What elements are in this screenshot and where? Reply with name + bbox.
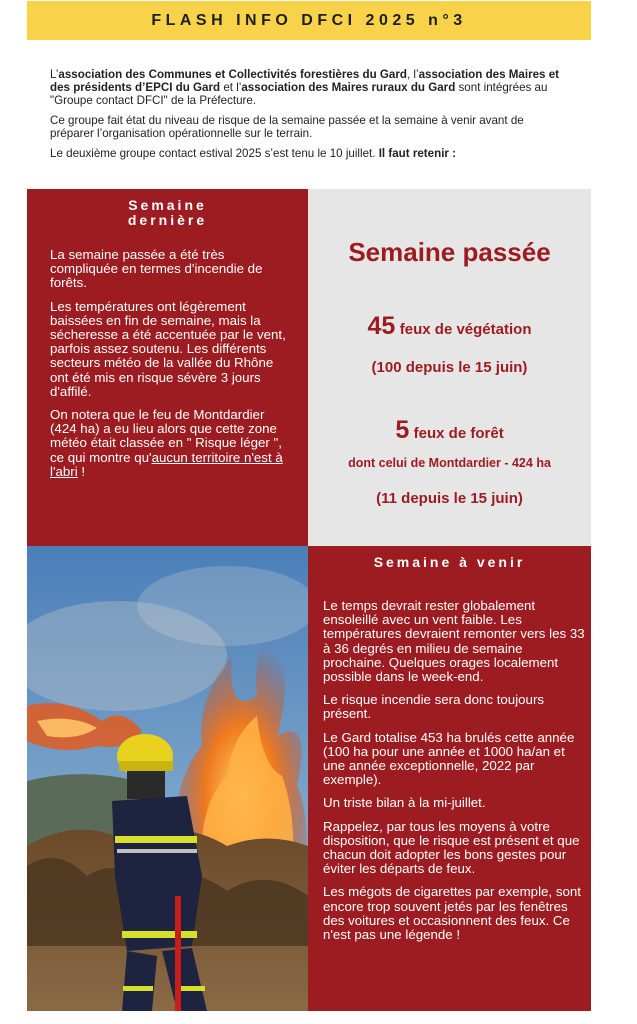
last-week-panel [27,189,308,546]
intro-text: et l’ [220,81,242,94]
last-week-title [27,198,308,228]
last-week-paragraph: La semaine passée a été très compliquée en termes d'incendie de forêts. [50,247,263,291]
no-territory-safe-text: aucun territoire n'est à l'abri [50,449,283,479]
stats-panel [308,189,591,546]
intro-paragraph-3 [50,147,570,160]
next-week-paragraph: Les mégots de cigarettes par exemple, sont encore trop souvent jetés par les fenêtres des voitures et occasionnent des feux. Ce n'est pas une légende ! [323,884,581,943]
next-week-panel [308,546,591,1011]
last-week-paragraph: Les températures ont légèrement baissées en fin de semaine, mais la sécheresse a été accentuée par le vent, parfois assez soutenu. Les différents secteurs météo de la vallée du Rhône ont été mis en risque sévère 3 jours d'affilé. [50,298,286,399]
last-week-paragraph [50,408,290,479]
last-week-title-line2: dernière [127,212,208,228]
header-banner [27,1,591,40]
last-week-title-line1: Semaine [128,197,207,213]
next-week-paragraph: Le temps devrait rester globalement ensoleillé avec un vent faible. Les températures devraient remonter vers les 33 à 36 degrés en milieu de semaine prochaine. Quelques orages localement possible dans le week-end. [323,598,585,685]
intro-org-3: association des Maires ruraux du Gard [241,81,456,94]
last-week-body [50,248,290,488]
banner-title: FLASH INFO DFCI 2025 n°3 [151,11,467,29]
intro-paragraph-2: Ce groupe fait état du niveau de risque de la semaine passée et la semaine à venir avant de préparer l’organisation opérationnelle sur le terrain. [50,114,524,140]
forest-fires-label: feux de forêt [413,425,504,442]
next-week-body [323,599,585,951]
next-week-paragraph: Le risque incendie sera donc toujours présent. [323,692,545,722]
vegetation-fires-count: 45 [367,312,396,340]
forest-fires-since: (11 depuis le 15 juin) [376,490,523,507]
forest-fires-detail: dont celui de Montdardier - 424 ha [348,456,551,470]
stats-title: Semaine passée [348,237,551,267]
vegetation-fires-line [308,312,591,341]
next-week-title: Semaine à venir [373,554,526,570]
next-week-paragraph: Un triste bilan à la mi-juillet. [323,795,486,811]
last-week-text: ! [77,463,86,479]
intro-emphasis: Il faut retenir : [375,147,457,160]
intro-text: , l’ [406,68,419,81]
intro-text: Le deuxième groupe contact estival 2025 s’est tenu le 10 juillet. [50,147,376,160]
vegetation-fires-label: feux de végétation [399,321,532,338]
intro-section [50,68,570,167]
intro-org-2: association des Maires et des présidents d’EPCI du Gard [50,68,560,94]
forest-fires-count: 5 [395,416,410,444]
intro-text: sont intégrées au "Groupe contact DFCI" de la Préfecture. [50,81,548,107]
last-week-text: On notera que le feu de Montdardier (424 ha) a eu lieu alors que cette zone météo était classée en " Risque léger ", ce qui montre qu' [50,407,282,465]
vegetation-fires-since: (100 depuis le 15 juin) [371,359,528,376]
next-week-paragraph: Rappelez, par tous les moyens à votre disposition, que le risque est présent et que chacun doit adopter les bons gestes pour éviter les départs de feux. [323,818,580,877]
intro-paragraph-1 [50,68,570,107]
forest-fires-line [308,416,591,445]
firefighter-photo [27,546,308,1011]
intro-org-1: association des Communes et Collectivités forestières du Gard [58,68,407,81]
next-week-paragraph: Le Gard totalise 453 ha brulés cette année (100 ha pour une année et 1000 ha/an et une année exceptionnelle, 2022 par exemple). [323,729,575,788]
intro-text: L’ [50,68,59,81]
